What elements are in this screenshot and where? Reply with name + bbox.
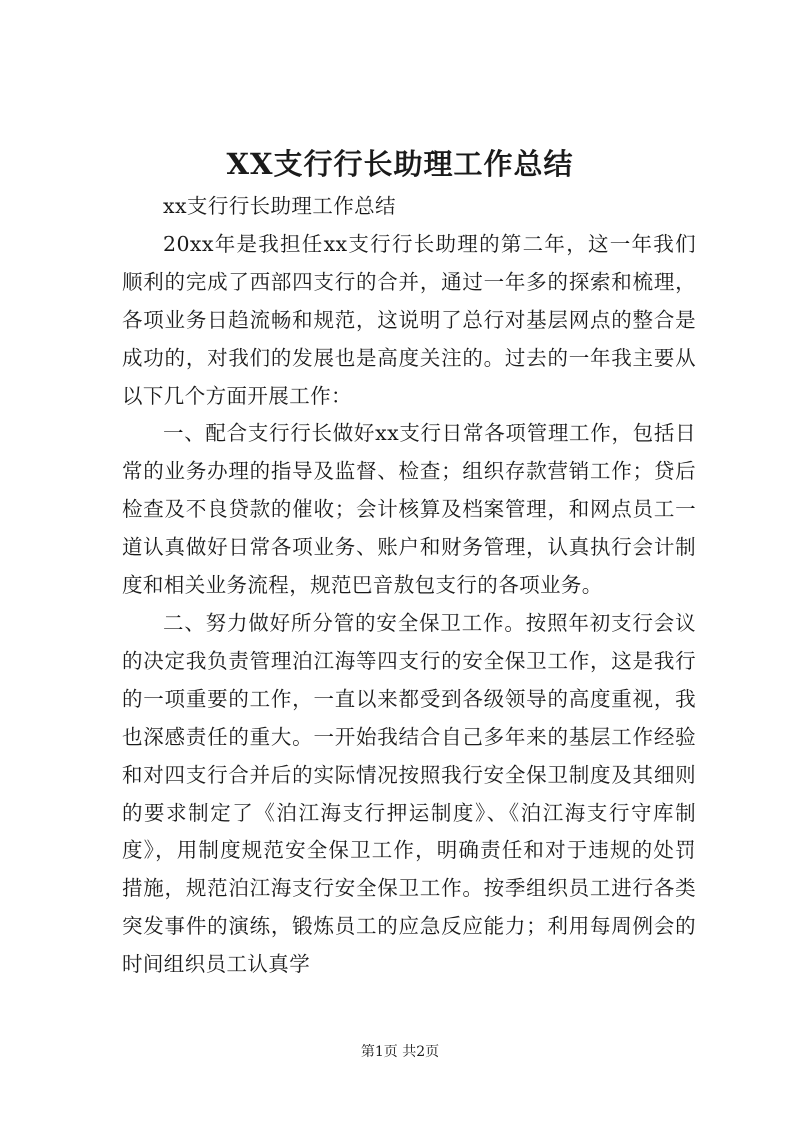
page-footer: 第1页 共2页 <box>360 1044 440 1060</box>
paragraph-section-two: 二、努力做好所分管的安全保卫工作。按照年初支行会议的决定我负责管理泊江海等四支行的安全保卫工作，这是我行的一项重要的工作，一直以来都受到各级领导的高度重视，我也深感责任的重大。一开始我结合自己多年来的基层工作经验和对四支行合并后的实际情况按照我行安全保卫制度及其细则的要求制定了《泊江海支行押运制度》、《泊江海支行守库制度》，用制度规范安全保卫工作，明确责任和对于违规的处罚措施，规范泊江海支行安全保卫工作。按季组织员工进行各类突发事件的演练，锻炼员工的应急反应能力；利用每周例会的时间组织员工认真学 <box>122 610 696 977</box>
document-title: XX支行行长助理工作总结 <box>226 147 574 181</box>
document-body <box>122 188 696 984</box>
document-subtitle: xx支行行长助理工作总结 <box>163 194 396 218</box>
paragraph-section-one: 一、配合支行行长做好xx支行日常各项管理工作，包括日常的业务办理的指导及监督、检查；组织存款营销工作；贷后检查及不良贷款的催收；会计核算及档案管理，和网点员工一道认真做好日常各项业务、账户和财务管理，认真执行会计制度和相关业务流程，规范巴音敖包支行的各项业务。 <box>122 421 696 598</box>
paragraph-intro: 20xx年是我担任xx支行行长助理的第二年，这一年我们顺利的完成了西部四支行的合并，通过一年多的探索和梳理，各项业务日趋流畅和规范，这说明了总行对基层网点的整合是成功的，对我们的发展也是高度关注的。过去的一年我主要从以下几个方面开展工作： <box>122 231 696 408</box>
